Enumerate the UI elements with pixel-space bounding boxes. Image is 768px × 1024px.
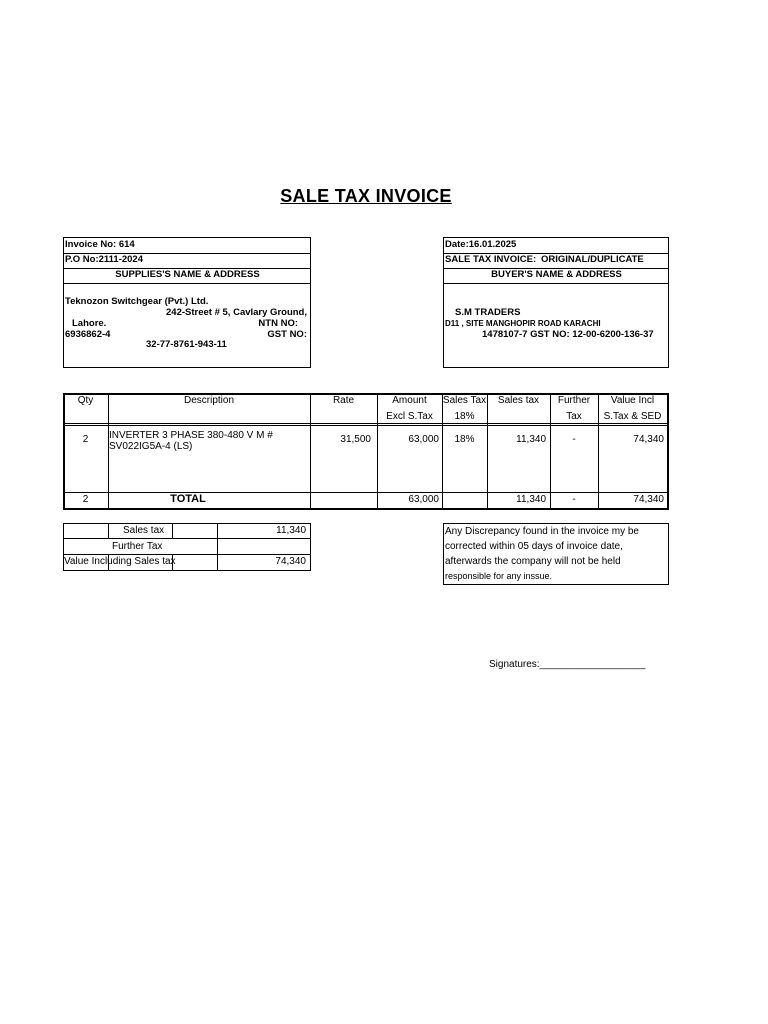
summary-sales-tax-label: Sales tax [123, 525, 165, 536]
header-sales-tax-rate: Sales Tax [442, 395, 487, 406]
supplier-ntn-value: 6936862-4 [65, 329, 111, 340]
buyer-name: S.M TRADERS [455, 307, 521, 318]
header-description: Description [183, 395, 235, 406]
invoice-number: Invoice No: 614 [64, 238, 310, 254]
row-qty: 2 [82, 434, 89, 445]
row-value-incl: 74,340 [633, 434, 664, 445]
summary-table [63, 523, 311, 571]
note-line-2: corrected within 05 days of invoice date, [445, 541, 623, 552]
supplier-gst-value: 32-77-8761-943-11 [146, 339, 227, 350]
invoice-title: SALE TAX INVOICE [280, 186, 452, 206]
header-qty: Qty [77, 395, 94, 406]
items-table [63, 393, 669, 510]
header-sales-tax-percent: 18% [454, 411, 475, 422]
supplier-block [63, 237, 311, 368]
row-tax-rate: 18% [454, 434, 475, 445]
total-amount: 63,000 [408, 494, 439, 505]
total-qty: 2 [82, 494, 89, 505]
header-amount-excl: Excl S.Tax [386, 411, 433, 422]
total-label: TOTAL [170, 493, 206, 505]
row-rate: 31,500 [340, 434, 371, 445]
row-further-tax: - [572, 434, 576, 445]
supplier-address: 242-Street # 5, Cavlary Ground, [166, 307, 307, 318]
supplier-city: Lahore. [72, 318, 107, 329]
row-description-line1: INVERTER 3 PHASE 380-480 V M # [109, 430, 273, 441]
note-line-3: afterwards the company will not be held [445, 556, 621, 567]
summary-sales-tax-value: 11,340 [276, 525, 306, 536]
supplier-name: Teknozon Switchgear (Pvt.) Ltd. [65, 296, 209, 307]
note-line-1: Any Discrepancy found in the invoice my be [445, 526, 639, 537]
buyer-header: BUYER'S NAME & ADDRESS [444, 268, 668, 284]
header-value-incl-stax: S.Tax & SED [603, 411, 662, 422]
header-further-tax: Tax [566, 411, 582, 422]
summary-value-incl-label: Value Including Sales tax [64, 556, 176, 567]
row-amount: 63,000 [408, 434, 439, 445]
invoice-date: Date:16.01.2025 [444, 238, 668, 254]
signature-line: Signatures:___________________ [489, 659, 646, 670]
summary-further-tax-label: Further Tax [112, 541, 163, 552]
invoice-type-label: SALE TAX INVOICE: [445, 254, 537, 265]
summary-value-incl-value: 74,340 [275, 556, 306, 567]
discrepancy-note [443, 523, 669, 585]
total-value-incl: 74,340 [633, 494, 664, 505]
header-amount: Amount [392, 395, 427, 406]
header-sales-tax: Sales tax [497, 395, 540, 406]
supplier-header: SUPPLIES'S NAME & ADDRESS [64, 268, 310, 284]
row-description-line2: SV022IG5A-4 (LS) [109, 441, 193, 452]
po-number: P.O No:2111-2024 [64, 253, 310, 269]
buyer-address: D11 , SITE MANGHOPIR ROAD KARACHI [445, 319, 601, 328]
buyer-ntn-gst: 1478107-7 GST NO: 12-00-6200-136-37 [482, 329, 654, 340]
header-value-incl: Value Incl [610, 395, 655, 406]
header-rate: Rate [332, 395, 355, 406]
invoice-type-value: ORIGINAL/DUPLICATE [541, 254, 644, 265]
buyer-block [443, 237, 669, 368]
total-further-tax: - [572, 494, 576, 505]
note-line-4: responsible for any inssue. [445, 571, 553, 581]
supplier-gst-label: GST NO: [267, 329, 307, 340]
row-sales-tax: 11,340 [516, 434, 546, 445]
supplier-ntn-label: NTN NO: [258, 318, 298, 329]
invoice-type-row [444, 253, 668, 269]
header-further: Further [557, 395, 591, 406]
total-sales-tax: 11,340 [516, 494, 546, 505]
